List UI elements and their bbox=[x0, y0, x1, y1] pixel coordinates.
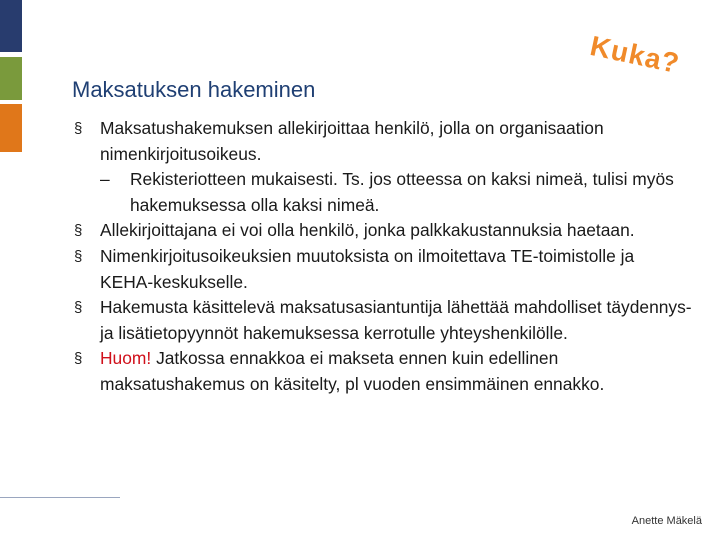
bullet-info-requests bbox=[72, 295, 692, 346]
footer-divider bbox=[0, 497, 120, 498]
note-highlight: Huom! bbox=[100, 348, 152, 369]
sidebar-stripe-navy bbox=[0, 0, 22, 52]
bullet-marker: § bbox=[74, 247, 83, 265]
sidebar-stripe-orange bbox=[0, 104, 22, 152]
bullet-marker: § bbox=[74, 299, 83, 317]
sub-bullet-register-extract bbox=[72, 167, 692, 218]
corner-label: Kuka? bbox=[587, 30, 683, 80]
author-name: Anette Mäkelä bbox=[631, 515, 702, 527]
sidebar-stripe-green bbox=[0, 57, 22, 100]
bullet-text: Jatkossa ennakkoa ei makseta ennen kuin edellinen maksatushakemus on käsitelty, pl vuoden ensimmäinen ennakko. bbox=[100, 348, 605, 394]
bullet-signature-changes bbox=[72, 244, 692, 295]
bullet-text: Hakemusta käsittelevä maksatusasiantuntija lähettää mahdolliset täydennys- ja lisätietopyynnöt hakemuksessa kerrotulle yhteyshenkilölle. bbox=[100, 297, 692, 343]
bullet-advance-payment-note bbox=[72, 346, 692, 397]
bullet-marker: § bbox=[74, 120, 83, 137]
sub-bullet-text: Rekisteriotteen mukaisesti. Ts. jos otteessa on kaksi nimeä, tulisi myös hakemuksessa olla kaksi nimeä. bbox=[130, 169, 674, 215]
bullet-marker: § bbox=[74, 222, 83, 240]
bullet-signatory bbox=[72, 116, 692, 167]
bullet-text: Allekirjoittajana ei voi olla henkilö, jonka palkkakustannuksia haetaan. bbox=[100, 220, 635, 241]
bullet-not-salaried-person bbox=[72, 218, 692, 244]
slide-title: Maksatuksen hakeminen bbox=[72, 76, 316, 102]
sub-bullet-marker: – bbox=[100, 169, 110, 190]
bullet-text: Nimenkirjoitusoikeuksien muutoksista on ilmoitettava TE-toimistolle ja KEHA-keskukselle. bbox=[100, 245, 635, 292]
bullet-text: Maksatushakemuksen allekirjoittaa henkilö, jolla on organisaation nimenkirjoitusoikeus. bbox=[100, 118, 604, 164]
bullet-list bbox=[72, 116, 692, 398]
bullet-marker: § bbox=[74, 350, 83, 368]
